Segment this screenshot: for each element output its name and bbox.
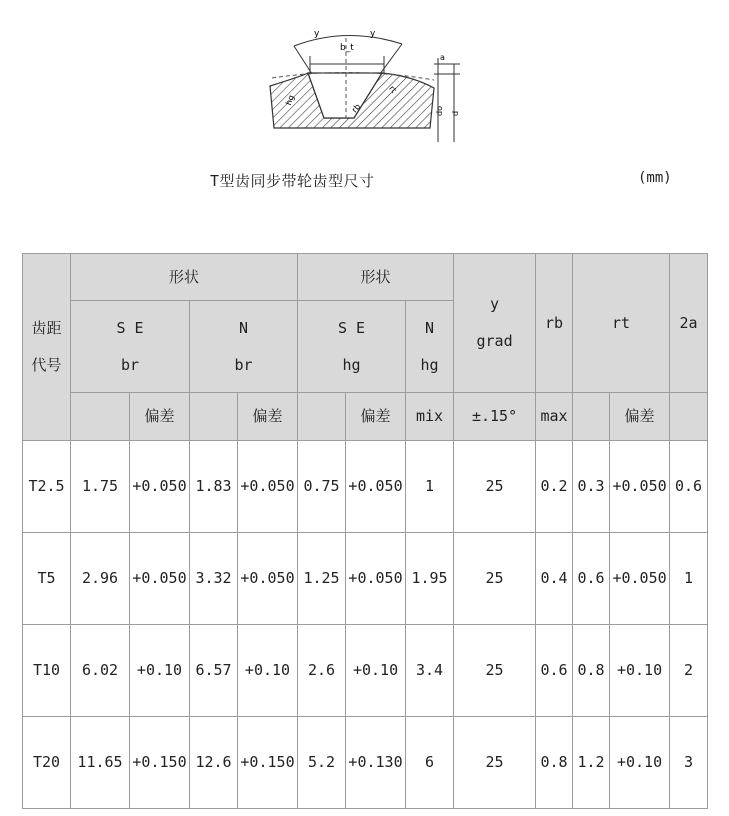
tooth-profile-drawing	[262, 18, 462, 148]
header-row-3	[23, 393, 708, 441]
header-shape-br: 形状	[71, 254, 298, 301]
cell-se-br: 1.75	[71, 441, 130, 533]
cell-n-hg: 1.95	[406, 533, 454, 625]
cell-y: 25	[454, 625, 536, 717]
header-dev-se-hg: 偏差	[346, 393, 406, 441]
header-dev-rt: 偏差	[610, 393, 670, 441]
cell-n-hg: 1	[406, 441, 454, 533]
cell-n-br: 1.83	[190, 441, 238, 533]
label-bt: b_t	[340, 43, 354, 53]
cell-y: 25	[454, 533, 536, 625]
header-blank-1	[71, 393, 130, 441]
cell-se-hg-dev: +0.130	[346, 717, 406, 809]
label-rt: rt	[387, 83, 399, 95]
label-d: d	[451, 110, 460, 116]
label-hg: hg	[284, 93, 296, 107]
cell-se-hg: 5.2	[298, 717, 346, 809]
header-n-hg: N hg	[406, 301, 454, 393]
cell-rt-dev: +0.050	[610, 441, 670, 533]
label-rb: rb	[350, 102, 363, 115]
tooth-profile-diagram	[262, 18, 462, 148]
cell-n-hg: 3.4	[406, 625, 454, 717]
cell-se-br: 6.02	[71, 625, 130, 717]
cell-n-br-dev: +0.150	[238, 717, 298, 809]
cell-2a: 2	[670, 625, 708, 717]
header-n-br: N br	[190, 301, 298, 393]
header-2a: 2a	[670, 254, 708, 393]
cell-se-br-dev: +0.10	[130, 625, 190, 717]
cell-se-br: 2.96	[71, 533, 130, 625]
cell-rt: 0.8	[573, 625, 610, 717]
label-do: do	[435, 106, 444, 116]
cell-se-hg-dev: +0.050	[346, 441, 406, 533]
caption-title: T型齿同步带轮齿型尺寸	[210, 172, 375, 190]
cell-2a: 0.6	[670, 441, 708, 533]
header-rb: rb	[536, 254, 573, 393]
cell-se-br: 11.65	[71, 717, 130, 809]
cell-se-hg-dev: +0.050	[346, 533, 406, 625]
right-flank-extension	[380, 44, 402, 74]
cell-code: T10	[23, 625, 71, 717]
cell-code: T5	[23, 533, 71, 625]
cell-n-br-dev: +0.050	[238, 533, 298, 625]
table-row	[23, 441, 708, 533]
header-y-grad: y grad	[454, 254, 536, 393]
cell-rt: 1.2	[573, 717, 610, 809]
header-tol: ±.15°	[454, 393, 536, 441]
cell-n-br-dev: +0.050	[238, 441, 298, 533]
table-row	[23, 625, 708, 717]
cell-n-br: 3.32	[190, 533, 238, 625]
table-row	[23, 533, 708, 625]
cell-n-br: 12.6	[190, 717, 238, 809]
cell-rt-dev: +0.10	[610, 717, 670, 809]
cell-rb: 0.2	[536, 441, 573, 533]
left-flank-extension	[294, 46, 312, 74]
cell-se-br-dev: +0.050	[130, 441, 190, 533]
cell-rb: 0.4	[536, 533, 573, 625]
header-se-br: S E br	[71, 301, 190, 393]
header-mix: mix	[406, 393, 454, 441]
table-row	[23, 717, 708, 809]
cell-se-br-dev: +0.150	[130, 717, 190, 809]
header-max: max	[536, 393, 573, 441]
label-y-left: y	[314, 29, 320, 39]
cell-se-hg: 2.6	[298, 625, 346, 717]
cell-2a: 1	[670, 533, 708, 625]
header-rt: rt	[573, 254, 670, 393]
cell-rb: 0.6	[536, 625, 573, 717]
cell-code: T2.5	[23, 441, 71, 533]
cell-y: 25	[454, 441, 536, 533]
cell-se-hg: 0.75	[298, 441, 346, 533]
header-se-hg: S E hg	[298, 301, 406, 393]
cell-se-hg: 1.25	[298, 533, 346, 625]
caption-unit: (mm)	[638, 170, 672, 186]
label-y-right: y	[370, 29, 376, 39]
cell-rt-dev: +0.10	[610, 625, 670, 717]
header-dev-se-br: 偏差	[130, 393, 190, 441]
cell-n-hg: 6	[406, 717, 454, 809]
cell-y: 25	[454, 717, 536, 809]
header-dev-n-br: 偏差	[238, 393, 298, 441]
cell-rt: 0.3	[573, 441, 610, 533]
header-shape-hg: 形状	[298, 254, 454, 301]
header-blank-4	[573, 393, 610, 441]
cell-se-br-dev: +0.050	[130, 533, 190, 625]
tooth-dimension-table	[22, 253, 708, 809]
cell-se-hg-dev: +0.10	[346, 625, 406, 717]
header-row-1	[23, 254, 708, 301]
header-blank-5	[670, 393, 708, 441]
table-caption	[0, 170, 729, 192]
cell-rt-dev: +0.050	[610, 533, 670, 625]
cell-n-br: 6.57	[190, 625, 238, 717]
cell-code: T20	[23, 717, 71, 809]
cell-rb: 0.8	[536, 717, 573, 809]
header-blank-2	[190, 393, 238, 441]
header-code: 齿距 代号	[23, 254, 71, 441]
cell-rt: 0.6	[573, 533, 610, 625]
cell-2a: 3	[670, 717, 708, 809]
label-a: a	[440, 53, 445, 62]
cell-n-br-dev: +0.10	[238, 625, 298, 717]
header-blank-3	[298, 393, 346, 441]
